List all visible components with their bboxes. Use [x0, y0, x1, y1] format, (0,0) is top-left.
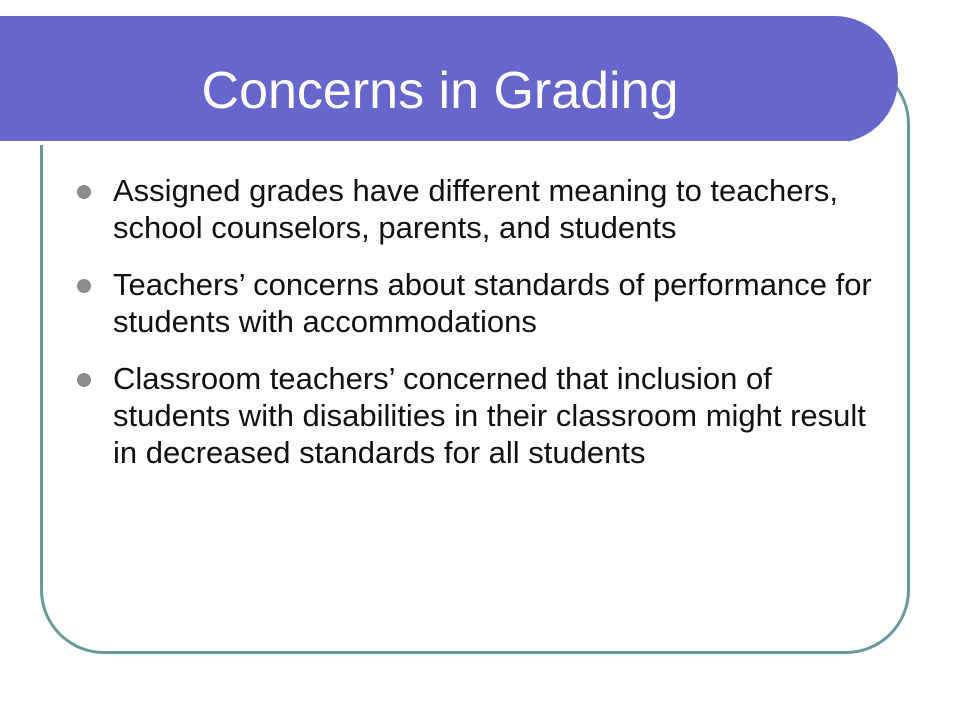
bullet-dot-icon — [77, 279, 91, 293]
bullet-item — [76, 360, 876, 471]
title-bar — [0, 16, 898, 143]
bullet-text: Teachers’ concerns about standards of performance for students with accommodations — [113, 267, 872, 339]
bullet-item — [76, 172, 876, 246]
bullet-text: Assigned grades have different meaning to teachers, school counselors, parents, and students — [113, 173, 838, 245]
slide-title: Concerns in Grading — [201, 62, 679, 120]
bullet-text: Classroom teachers’ concerned that inclusion of students with disabilities in their classroom might result in decreased standards for all students — [113, 361, 866, 470]
bullet-list — [76, 172, 876, 491]
title-underline — [0, 141, 848, 145]
bullet-dot-icon — [77, 185, 91, 199]
bullet-dot-icon — [77, 373, 91, 387]
bullet-item — [76, 266, 876, 340]
